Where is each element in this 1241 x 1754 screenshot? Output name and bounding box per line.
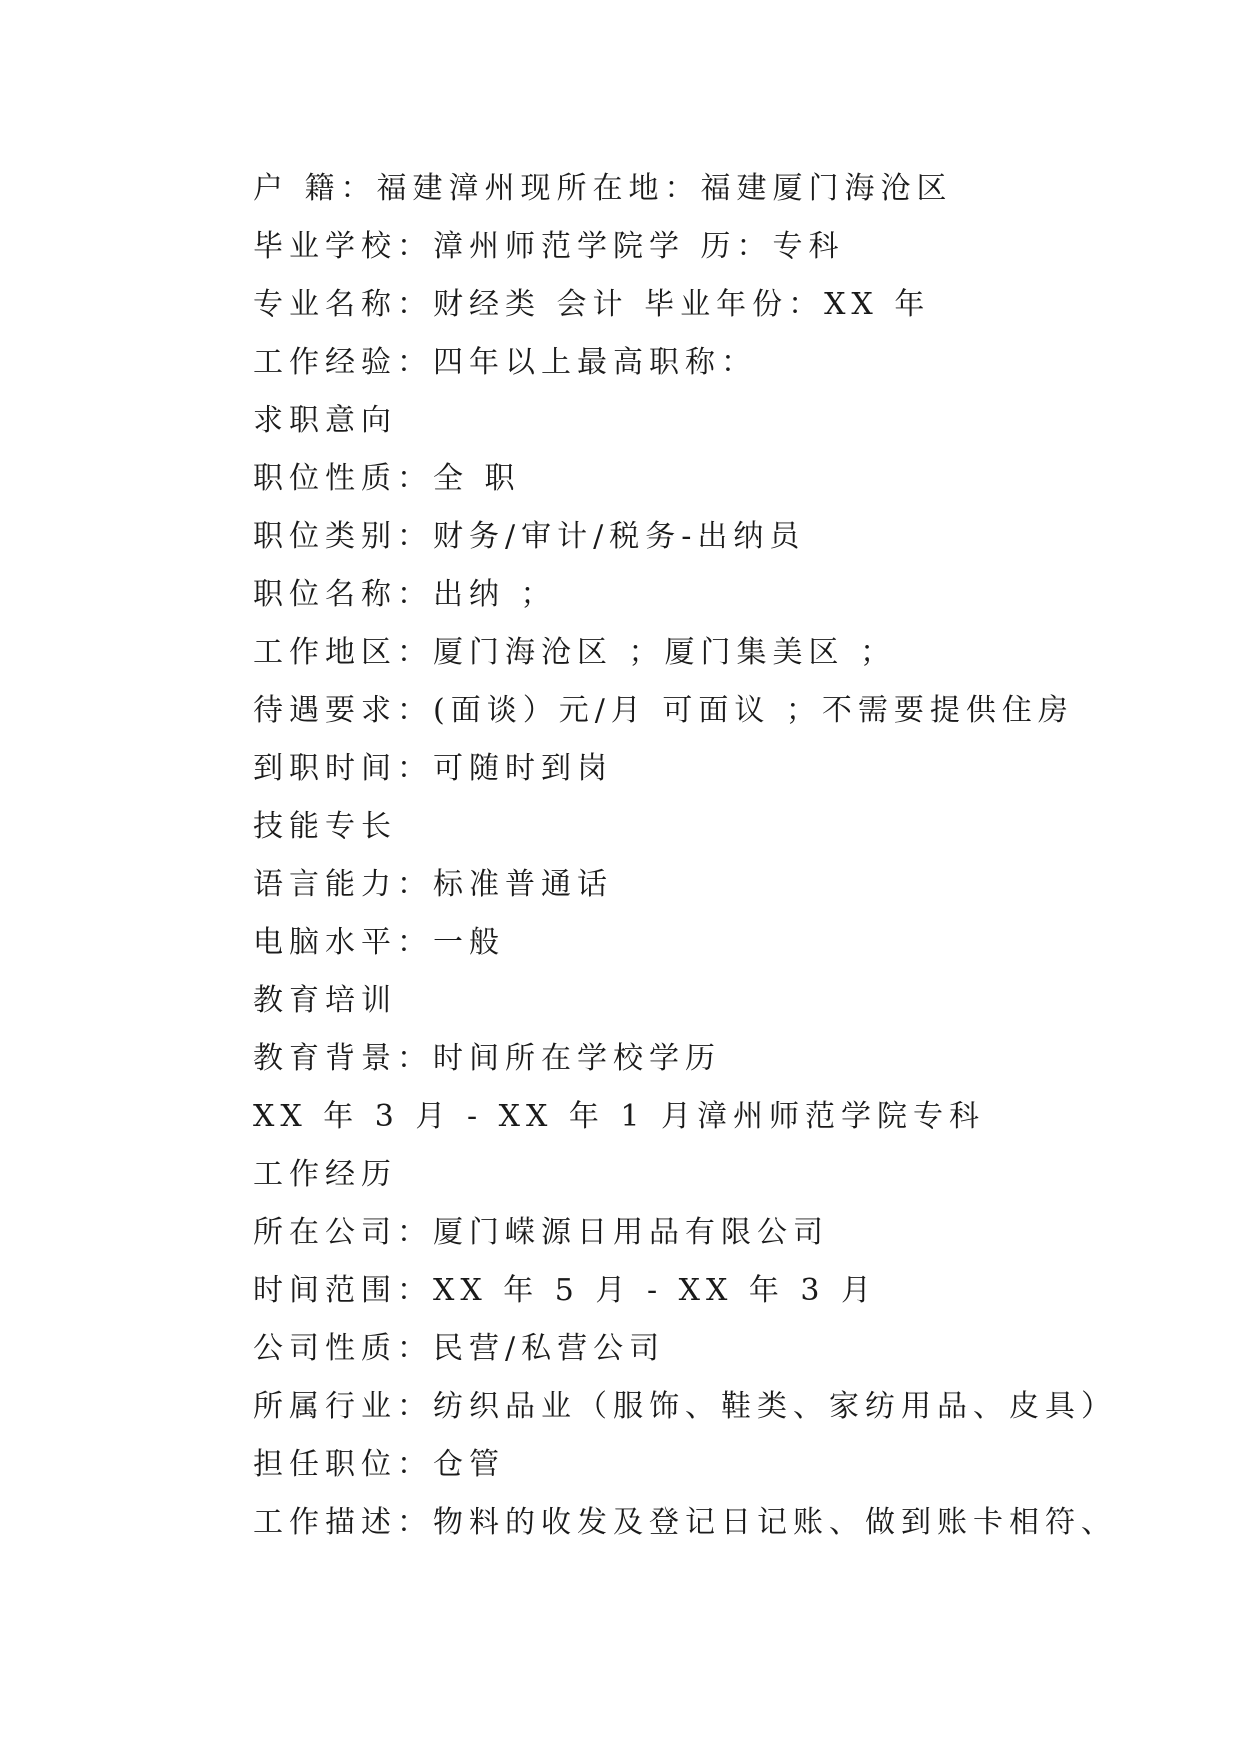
field-work-region: 工作地区：厦门海沧区 ；厦门集美区 ；	[253, 635, 897, 670]
section-heading-education-training: 教育培训	[253, 983, 397, 1018]
field-industry: 所属行业：纺织品业（服饰、鞋类、家纺用品、皮具）	[253, 1389, 1117, 1424]
field-education-background: 教育背景：时间所在学校学历	[253, 1041, 721, 1076]
field-company: 所在公司：厦门嵘源日用品有限公司	[253, 1215, 829, 1250]
field-salary-requirement: 待遇要求：(面谈）元/月 可面议 ；不需要提供住房	[253, 693, 1074, 728]
education-entry: XX 年 3 月 - XX 年 1 月漳州师范学院专科	[253, 1099, 986, 1134]
section-heading-work-history: 工作经历	[253, 1157, 397, 1192]
field-language-ability: 语言能力：标准普通话	[253, 867, 613, 902]
field-time-range: 时间范围：XX 年 5 月 - XX 年 3 月	[253, 1273, 878, 1308]
field-work-experience: 工作经验：四年以上最高职称：	[253, 345, 757, 380]
field-job-title: 职位名称：出纳 ；	[253, 577, 557, 612]
field-graduate-school: 毕业学校：漳州师范学院学 历：专科	[253, 229, 845, 264]
resume-body	[253, 160, 1153, 1552]
field-computer-level: 电脑水平：一般	[253, 925, 505, 960]
section-heading-skills: 技能专长	[253, 809, 397, 844]
field-major: 专业名称：财经类 会计 毕业年份：XX 年	[253, 287, 931, 322]
section-heading-job-intention: 求职意向	[253, 403, 397, 438]
field-job-category: 职位类别：财务/审计/税务-出纳员	[253, 519, 806, 554]
field-start-time: 到职时间：可随时到岗	[253, 751, 613, 786]
field-company-nature: 公司性质：民营/私营公司	[253, 1331, 666, 1366]
field-job-nature: 职位性质：全 职	[253, 461, 521, 496]
field-position-held: 担任职位：仓管	[253, 1447, 505, 1482]
field-household-registration: 户 籍：福建漳州现所在地：福建厦门海沧区	[253, 171, 953, 206]
field-job-description: 工作描述：物料的收发及登记日记账、做到账卡相符、	[253, 1505, 1117, 1540]
